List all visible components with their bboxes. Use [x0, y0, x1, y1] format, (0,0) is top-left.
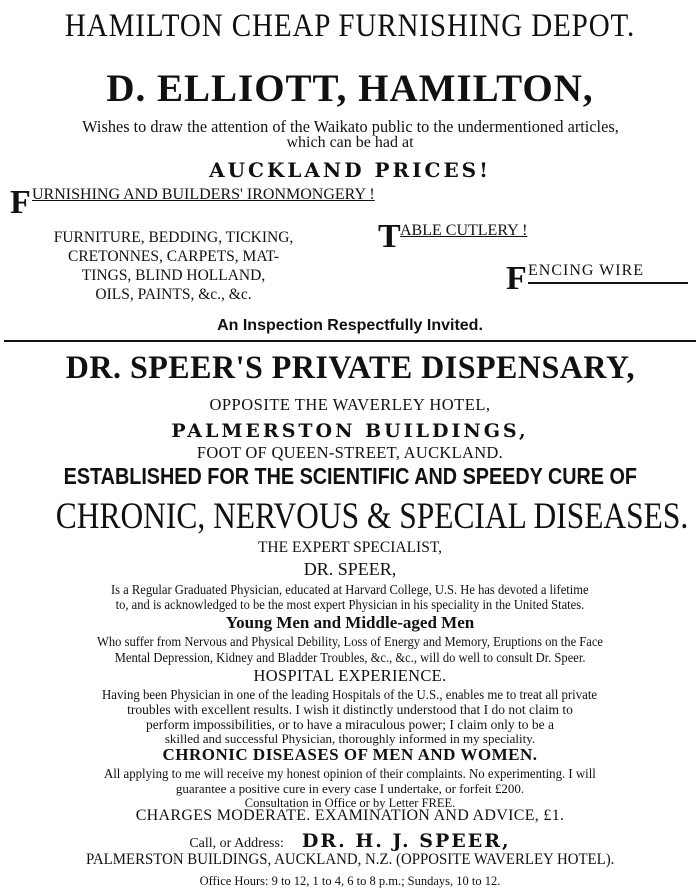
cutlery-line: [400, 222, 527, 240]
ad1-heading-text: HAMILTON CHEAP FURNISHING DEPOT.: [64, 8, 636, 44]
ad2-doctor-text: DR. SPEER,: [303, 559, 397, 579]
ad2-hospital-line1-text: Having been Physician in one of the leading Hospitals of the U.S., enables me to treat all private: [102, 687, 598, 702]
ad2-suffer-line1-text: Who suffer from Nervous and Physical Debility, Loss of Energy and Memory, Eruptions on the Face: [97, 634, 603, 649]
ad2-title: [0, 350, 700, 392]
ad2-young-men: [0, 613, 700, 633]
ad2-hours: [0, 872, 700, 890]
cutlery-text: ABLE CUTLERY !: [400, 222, 528, 239]
ad2-buildings-text: PALMERSTON BUILDINGS,: [171, 420, 529, 442]
furniture-line: TINGS, BLIND HOLLAND,: [81, 267, 266, 284]
ad2-charges-text: CHARGES MODERATE. EXAMINATION AND ADVICE, £1.: [135, 807, 565, 824]
ad2-diseases: [0, 495, 700, 539]
fencing-text: ENCING WIRE: [528, 262, 645, 279]
cutlery-initial: T: [378, 218, 401, 255]
ad2-charges: [0, 807, 700, 825]
ironmongery-line: [32, 186, 375, 204]
ad2-hospital: [0, 666, 700, 686]
ad2-street: [0, 443, 700, 463]
ad2-suffer-line2-text: Mental Depression, Kidney and Bladder Troubles, &c., &c., will do well to consult Dr. Speer.: [114, 650, 586, 665]
ad1-merchant: [0, 66, 700, 114]
ad2-doctor: [0, 559, 700, 580]
ad2-hospital-text: HOSPITAL EXPERIENCE.: [253, 666, 447, 685]
ad2-physician-line2: [0, 596, 700, 614]
ad2-consultation-text: Consultation in Office or by Letter FREE.: [244, 796, 456, 810]
ad2-opposite-text: OPPOSITE THE WAVERLEY HOTEL,: [209, 395, 491, 414]
ad2-expert-text: THE EXPERT SPECIALIST,: [257, 539, 443, 556]
fencing-initial: F: [506, 260, 527, 297]
ad2-established-text: ESTABLISHED FOR THE SCIENTIFIC AND SPEEDY CURE OF: [63, 463, 637, 489]
ad2-young-men-text: Young Men and Middle-aged Men: [225, 613, 475, 632]
ad2-call-name: DR. H. J. SPEER,: [301, 830, 511, 852]
divider-rule: [4, 340, 696, 342]
ad2-street-text: FOOT OF QUEEN-STREET, AUCKLAND.: [196, 443, 504, 462]
ad2-call: [0, 830, 700, 852]
ad1-heading: [0, 8, 700, 48]
ad2-applying-line2-text: guarantee a positive cure in every case I undertake, or forfeit £200.: [175, 781, 525, 796]
ironmongery-text: URNISHING AND BUILDERS' IRONMONGERY !: [32, 186, 375, 203]
ad2-applying-line1-text: All applying to me will receive my honest opinion of their complaints. No experimenting. I will: [104, 766, 596, 781]
ad1-intro-line2: [0, 134, 700, 152]
ad1-inspection-text: An Inspection Respectfully Invited.: [217, 317, 483, 334]
ad2-opposite: [0, 395, 700, 415]
ad1-inspection: [0, 317, 700, 335]
ad2-hospital-line4-text: skilled and successful Physician, thoroughly informed in my speciality.: [164, 731, 536, 746]
ad2-address-text: PALMERSTON BUILDINGS, AUCKLAND, N.Z. (OPPOSITE WAVERLEY HOTEL).: [85, 851, 615, 868]
ad1-prices-text: AUCKLAND PRICES!: [209, 158, 491, 182]
ad2-physician-line1-text: Is a Regular Graduated Physician, educated at Harvard College, U.S. He has devoted a lifetime: [111, 582, 589, 597]
ad2-buildings: [0, 420, 700, 442]
ad2-address: [0, 851, 700, 869]
ad2-hospital-line2-text: troubles with excellent results. I wish it distinctly understood that I do not claim to: [127, 702, 573, 717]
ironmongery-initial: F: [10, 184, 31, 221]
fencing-line: [528, 262, 644, 280]
ad1-intro-line1-text: Wishes to draw the attention of the Waikato public to the undermentioned articles,: [81, 117, 619, 136]
furniture-line: OILS, PAINTS, &c., &c.: [95, 286, 252, 303]
ad2-suffer-line2: [0, 649, 700, 667]
ad2-expert: [0, 539, 700, 557]
furniture-list: [6, 228, 341, 304]
ad2-diseases-text: CHRONIC, NERVOUS & SPECIAL DISEASES.: [55, 496, 689, 537]
ad2-hospital-line3-text: perform impossibilities, or to have a miraculous power; I claim only to be a: [146, 717, 554, 732]
ad2-established: [0, 463, 700, 493]
ad2-title-text: DR. SPEER'S PRIVATE DISPENSARY,: [65, 350, 635, 386]
ad1-intro-line2-text: which can be had at: [286, 134, 414, 151]
fencing-rule: [528, 282, 688, 284]
ad1-merchant-text: D. ELLIOTT, HAMILTON,: [106, 67, 594, 110]
furniture-line: CRETONNES, CARPETS, MAT-: [67, 248, 279, 265]
ad2-chronic-text: CHRONIC DISEASES OF MEN AND WOMEN.: [162, 745, 538, 764]
ad2-chronic: [0, 745, 700, 765]
ad2-physician-line2-text: to, and is acknowledged to be the most expert Physician in his speciality in the United States.: [115, 597, 585, 612]
ad2-hours-text: Office Hours: 9 to 12, 1 to 4, 6 to 8 p.m.; Sundays, 10 to 12.: [199, 874, 501, 888]
ad2-call-label: Call, or Address:: [189, 836, 284, 851]
ad1-prices: [110, 158, 590, 182]
furniture-line: FURNITURE, BEDDING, TICKING,: [53, 229, 294, 246]
